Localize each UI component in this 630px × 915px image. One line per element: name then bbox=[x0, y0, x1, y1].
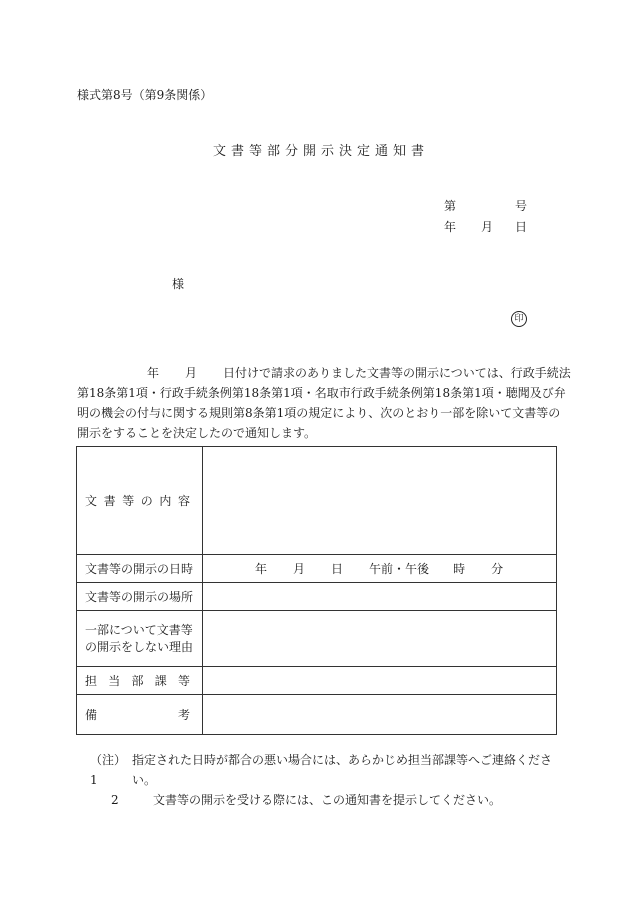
remarks-field[interactable] bbox=[203, 695, 557, 735]
date-hour: 時 bbox=[453, 562, 466, 576]
reference-number-suffix: 号 bbox=[515, 199, 528, 213]
date-label: 文書等の開示の日時 bbox=[77, 555, 203, 583]
label-char: 備 bbox=[85, 708, 98, 722]
reason-field[interactable] bbox=[203, 611, 557, 667]
reason-label bbox=[77, 611, 203, 667]
date-month: 月 bbox=[293, 562, 306, 576]
table-row bbox=[77, 583, 557, 611]
department-field[interactable] bbox=[203, 667, 557, 695]
label-char: 当 bbox=[108, 674, 121, 688]
footnote-2-text: 文書等の開示を受ける際には、この通知書を提示してください。 bbox=[153, 793, 502, 807]
label-char: 課 bbox=[154, 674, 167, 688]
footnote-1-line-2: い。 bbox=[132, 773, 157, 787]
footnote-1 bbox=[90, 750, 560, 790]
date-day: 日 bbox=[331, 562, 344, 576]
body-line1-rest: 日付けで請求のありました文書等の開示については、行政手続法 bbox=[223, 366, 571, 380]
table-row bbox=[77, 667, 557, 695]
department-label bbox=[77, 667, 203, 695]
table-row bbox=[77, 447, 557, 555]
date-year: 年 bbox=[255, 562, 268, 576]
place-label: 文書等の開示の場所 bbox=[77, 583, 203, 611]
label-char: 文 bbox=[85, 494, 98, 508]
reason-label-line-2: の開示をしない理由 bbox=[85, 639, 194, 654]
place-field[interactable] bbox=[203, 583, 557, 611]
label-char: 部 bbox=[131, 674, 144, 688]
table-row bbox=[77, 555, 557, 583]
body-year: 年 bbox=[147, 366, 160, 380]
document-title: 文書等部分開示決定通知書 bbox=[212, 144, 429, 159]
notice-body bbox=[77, 363, 571, 443]
body-month: 月 bbox=[185, 366, 198, 380]
issue-date-year: 年 bbox=[444, 220, 457, 234]
notice-line-3: 明の機会の付与に関する規則第8条第1項の規定により、次のとおり一部を除いて文書等の bbox=[77, 406, 561, 420]
date-ampm: 午前・午後 bbox=[369, 562, 430, 576]
footnote-2-number: 2 bbox=[111, 793, 119, 807]
issue-date-day: 日 bbox=[515, 220, 528, 234]
footnotes bbox=[90, 750, 560, 810]
content-label bbox=[77, 447, 203, 555]
label-char: 等 bbox=[122, 494, 135, 508]
label-char: 等 bbox=[177, 674, 190, 688]
reference-number-prefix: 第 bbox=[444, 199, 457, 213]
footnote-prefix: （注）1 bbox=[90, 753, 127, 787]
content-field[interactable] bbox=[203, 447, 557, 555]
form-number: 様式第8号（第9条関係） bbox=[77, 88, 213, 102]
seal-mark: 印 bbox=[511, 311, 527, 327]
notice-line-2: 第18条第1項・行政手続条例第18条第1項・名取市行政手続条例第18条第1項・聴聞及び弁 bbox=[77, 386, 566, 400]
date-field[interactable] bbox=[203, 555, 557, 583]
footnote-1-line-1: 指定された日時が都合の悪い場合には、あらかじめ担当部課等へご連絡くださ bbox=[132, 753, 553, 767]
notice-line-4: 開示をすることを決定したので通知します。 bbox=[77, 426, 317, 440]
label-char: 内 bbox=[159, 494, 172, 508]
disclosure-form-table bbox=[76, 446, 557, 735]
footnote-2 bbox=[90, 790, 560, 810]
table-row bbox=[77, 611, 557, 667]
label-char: の bbox=[140, 494, 153, 508]
table-row bbox=[77, 695, 557, 735]
label-char: 書 bbox=[103, 494, 116, 508]
remarks-label bbox=[77, 695, 203, 735]
label-char: 担 bbox=[85, 674, 98, 688]
label-char: 考 bbox=[177, 708, 190, 722]
notice-line-1 bbox=[77, 363, 571, 383]
reason-label-line-1: 一部について文書等 bbox=[85, 622, 193, 637]
addressee-honorific: 様 bbox=[172, 277, 185, 291]
footnote-1-text bbox=[132, 750, 560, 790]
issue-date-month: 月 bbox=[481, 220, 494, 234]
date-minute: 分 bbox=[491, 562, 504, 576]
label-char: 容 bbox=[177, 494, 190, 508]
